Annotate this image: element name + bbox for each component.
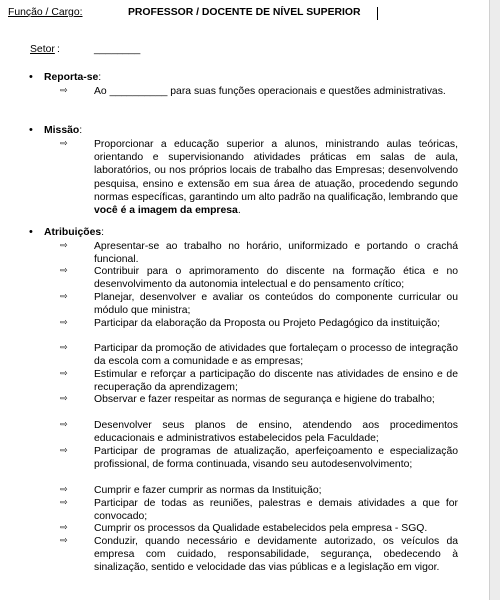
setor-blank[interactable]: ________ <box>94 44 141 55</box>
arrow-right-icon: ⇨ <box>60 318 68 328</box>
setor-colon: : <box>57 44 60 55</box>
list-item-text: Participar de programas de atualização, aperfeiçoamento e especialização profissional, de forma continuada, visando seu autodesenvolvimento; <box>94 446 458 471</box>
arrow-right-icon: ⇨ <box>60 292 68 302</box>
mission-text: Proporcionar a educação superior a alunos, ministrando aulas teóricas, orientando e supervisionando atividades práticas em salas de aula, laboratórios, ou nos próprios locais de trabalho das Empresas; desenvolvendo pesquisa, ensino e extensão em sua área de atuação, procedendo segundo normas específicas, garantindo um alto padrão na qualificação, lembrando que você é a imagem da empresa. <box>94 139 458 217</box>
arrow-right-icon: ⇨ <box>60 420 68 430</box>
list-item-text: Participar da promoção de atividades que fortaleçam o processo de integração da escola com a comunidade e as empresas; <box>94 343 458 368</box>
list-item-text: Participar de todas as reuniões, palestras e demais atividades a que for convocado; <box>94 498 458 523</box>
arrow-right-icon: ⇨ <box>60 139 68 149</box>
arrow-right-icon: ⇨ <box>60 536 68 546</box>
arrow-right-icon: ⇨ <box>60 498 68 508</box>
list-item-text: Desenvolver seus planos de ensino, atendendo aos procedimentos educacionais e administrativos estabelecidos pela Faculdade; <box>94 420 458 445</box>
arrow-right-icon: ⇨ <box>60 369 68 379</box>
arrow-right-icon: ⇨ <box>60 86 68 96</box>
bullet-icon: • <box>29 124 33 136</box>
list-item-text: Apresentar-se ao trabalho no horário, uniformizado e portando o crachá funcional. <box>94 241 458 266</box>
list-item-text: Contribuir para o aprimoramento do discente na formação ética e no desenvolvimento da autonomia intelectual e do pensamento crítico; <box>94 266 458 291</box>
arrow-right-icon: ⇨ <box>60 266 68 276</box>
list-item-text: Estimular e reforçar a participação do discente nas atividades de ensino e de recuperação da aprendizagem; <box>94 369 458 394</box>
section-title-missao: Missão: <box>44 125 83 136</box>
function-label: Função / Cargo: <box>8 7 83 18</box>
function-value[interactable]: PROFESSOR / DOCENTE DE NÍVEL SUPERIOR <box>128 7 361 18</box>
list-item-text: Participar da elaboração da Proposta ou Projeto Pedagógico da instituição; <box>94 318 441 329</box>
arrow-right-icon: ⇨ <box>60 446 68 456</box>
list-item-text: Cumprir e fazer cumprir as normas da Instituição; <box>94 485 322 496</box>
list-item-text: Planejar, desenvolver e avaliar os conteúdos do componente curricular ou módulo que ministra; <box>94 292 458 317</box>
list-item-text: Cumprir os processos da Qualidade estabelecidos pela empresa - SGQ. <box>94 523 428 534</box>
bullet-icon: • <box>29 71 33 83</box>
bullet-icon: • <box>29 226 33 238</box>
section-title-atribuicoes: Atribuições: <box>44 227 105 238</box>
arrow-right-icon: ⇨ <box>60 523 68 533</box>
text-cursor <box>377 7 378 20</box>
section-title-reporta: Reporta-se: <box>44 72 102 83</box>
arrow-right-icon: ⇨ <box>60 241 68 251</box>
mission-emphasis: você é a imagem da empresa <box>94 205 238 217</box>
list-item-text: Observar e fazer respeitar as normas de segurança e higiene do trabalho; <box>94 394 435 405</box>
setor-label: Setor <box>30 44 55 55</box>
list-item-text: Ao __________ para suas funções operacionais e questões administrativas. <box>94 86 446 97</box>
list-item-text: Conduzir, quando necessário e devidamente autorizado, os veículos da empresa com cuidado, responsabilidade, segurança, obedecendo à sinalização, sentido e velocidade das vias públicas e a legislação em vigor. <box>94 536 458 574</box>
arrow-right-icon: ⇨ <box>60 394 68 404</box>
vertical-scrollbar[interactable] <box>489 0 500 600</box>
arrow-right-icon: ⇨ <box>60 343 68 353</box>
arrow-right-icon: ⇨ <box>60 485 68 495</box>
